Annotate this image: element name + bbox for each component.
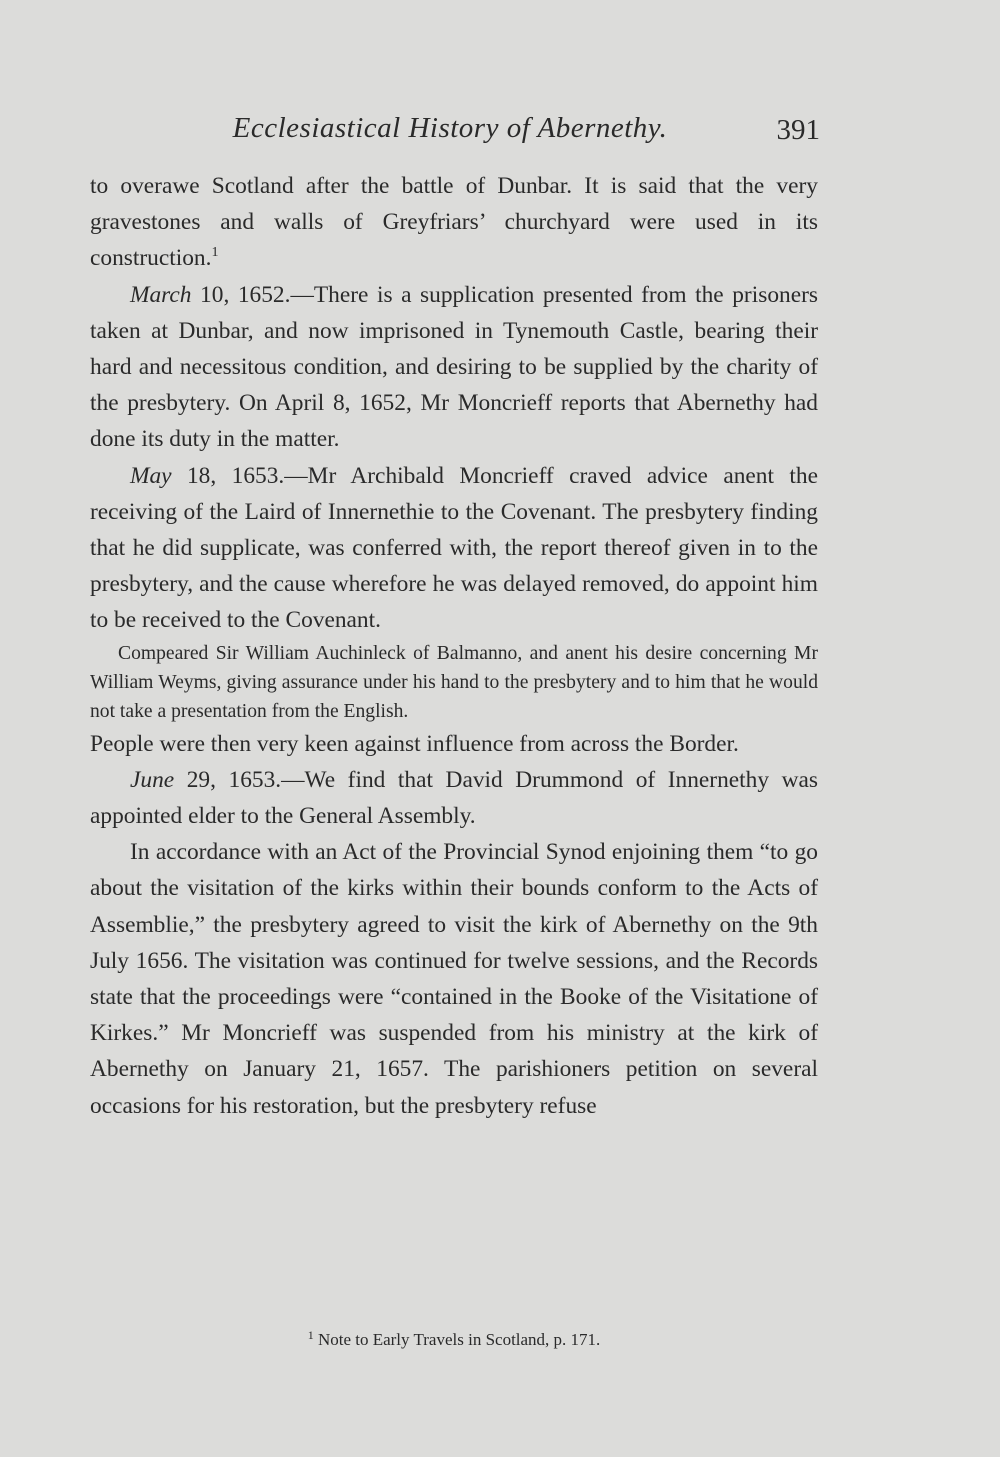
running-head (90, 112, 820, 152)
page-number: 391 (776, 114, 820, 146)
entry-date-month: May (130, 462, 172, 489)
footnote-text: Note to Early Travels in Scotland, p. 171. (313, 1330, 601, 1349)
paragraph-visitation: In accordance with an Act of the Provincial Synod enjoining them “to go about the visitation of the kirks within their bounds conform to the Acts of Assemblie,” the presbytery agreed to visit the kirk of Abernethy on the 9th July 1656. The visitation was continued for twelve sessions, and the Records state that the proceedings were “contained in the Booke of the Visitatione of Kirkes.” Mr Moncrieff was suspended from his ministry at the kirk of Abernethy on January 21, 1657. The parishioners petition on several occasions for his restoration, but the presbytery refuse (90, 839, 818, 1119)
block-quote: Compeared Sir William Auchinleck of Balmanno, and anent his desire concerning Mr William Weyms, giving assurance under his hand to the presbytery and to him that he would not take a presentation from the English. (90, 642, 818, 722)
running-title: Ecclesiastical History of Abernethy. (232, 112, 668, 144)
footnote-reference: 1 (211, 245, 219, 261)
entry-march-1652 (90, 277, 818, 458)
paragraph-text: to overawe Scotland after the battle of Dunbar. It is said that the very gravestones and walls of Greyfriars’ churchyard were used in its construction. (90, 173, 818, 272)
entry-text: 18, 1653.—Mr Archibald Moncrieff craved advice anent the receiving of the Laird of Innernethie to the Covenant. The presbytery finding that he did supplicate, was conferred with, the report thereof given in to the presbytery, and the cause wherefore he was delayed removed, do appoint him to be received to the Covenant. (90, 462, 818, 634)
paragraph-border: People were then very keen against influence from across the Border. (90, 730, 739, 757)
entry-may-1653 (90, 458, 818, 639)
entry-text: 10, 1652.—There is a supplication presented from the prisoners taken at Dunbar, and now imprisoned in Tynemouth Castle, bearing their hard and necessitous condition, and desiring to be supplied by the charity of the presbytery. On April 8, 1652, Mr Moncrieff reports that Abernethy had done its duty in the matter. (90, 281, 818, 453)
entry-date-month: March (130, 281, 192, 308)
entry-date-month: June (130, 766, 175, 793)
entry-text: 29, 1653.—We find that David Drummond of Innernethy was appointed elder to the General Assembly. (90, 766, 818, 830)
entry-june-1653 (90, 762, 818, 834)
body-text (90, 168, 818, 1124)
paragraph-dunbar (90, 168, 818, 277)
footnote (90, 1330, 818, 1350)
footnote-marker: 1 (307, 1328, 314, 1342)
